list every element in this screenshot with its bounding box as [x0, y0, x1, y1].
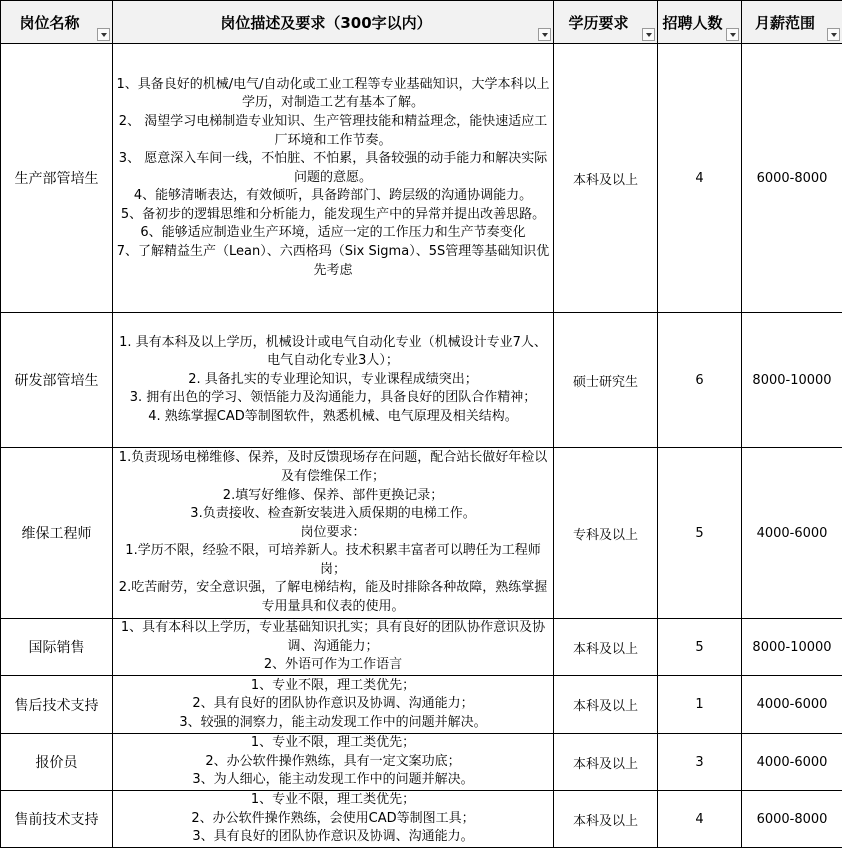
- desc-line: 2、 渴望学习电梯制造专业知识、生产管理技能和精益理念，能快速适应工厂环境和工作节奏。: [113, 113, 553, 150]
- header-name: [1, 1, 113, 44]
- desc-line: 1、专业不限，理工类优先；: [113, 791, 553, 810]
- cell-job-desc[interactable]: [113, 619, 554, 676]
- cell-job-name[interactable]: 国际销售: [1, 619, 113, 676]
- desc-line: 2、办公软件操作熟练，具有一定文案功底；: [113, 753, 553, 772]
- cell-headcount[interactable]: 1: [658, 676, 742, 734]
- cell-salary[interactable]: 4000-6000: [742, 734, 842, 791]
- desc-line: 1. 具有本科及以上学历，机械设计或电气自动化专业（机械设计专业7人、电气自动化专业3人）；: [113, 334, 553, 371]
- desc-line: 岗位要求：: [113, 524, 553, 543]
- header-edu: [554, 1, 658, 44]
- table-row: [1, 313, 842, 448]
- cell-salary[interactable]: 6000-8000: [742, 44, 842, 313]
- cell-headcount[interactable]: 5: [658, 448, 742, 619]
- desc-line: 1、具备良好的机械/电气/自动化或工业工程等专业基础知识，大学本科以上学历，对制造工艺有基本了解。: [113, 76, 553, 113]
- table-row: [1, 44, 842, 313]
- desc-line: 2、具有良好的团队协作意识及协调、沟通能力；: [113, 695, 553, 714]
- desc-line: 3、为人细心，能主动发现工作中的问题并解决。: [113, 771, 553, 790]
- desc-line: 6、能够适应制造业生产环境，适应一定的工作压力和生产节奏变化: [113, 224, 553, 243]
- desc-line: 2、外语可作为工作语言: [113, 656, 553, 675]
- cell-salary[interactable]: 8000-10000: [742, 619, 842, 676]
- table-row: [1, 791, 842, 848]
- header-name-label: 岗位名称: [19, 12, 79, 33]
- cell-job-desc[interactable]: [113, 676, 554, 734]
- cell-headcount[interactable]: 6: [658, 313, 742, 448]
- cell-salary[interactable]: 4000-6000: [742, 448, 842, 619]
- cell-job-desc[interactable]: [113, 734, 554, 791]
- cell-headcount[interactable]: 4: [658, 791, 742, 848]
- cell-job-name[interactable]: 生产部管培生: [1, 44, 113, 313]
- desc-line: 4. 熟练掌握CAD等制图软件，熟悉机械、电气原理及相关结构。: [113, 408, 553, 427]
- cell-job-desc[interactable]: [113, 448, 554, 619]
- cell-headcount[interactable]: 3: [658, 734, 742, 791]
- cell-job-desc[interactable]: [113, 313, 554, 448]
- filter-dropdown-icon[interactable]: [827, 28, 840, 41]
- cell-education[interactable]: 本科及以上: [554, 619, 658, 676]
- desc-line: 3、具有良好的团队协作意识及协调、沟通能力。: [113, 828, 553, 847]
- filter-dropdown-icon[interactable]: [642, 28, 655, 41]
- cell-salary[interactable]: 6000-8000: [742, 791, 842, 848]
- cell-salary[interactable]: 8000-10000: [742, 313, 842, 448]
- desc-line: 4、能够清晰表达，有效倾听，具备跨部门、跨层级的沟通协调能力。: [113, 187, 553, 206]
- desc-line: 2、办公软件操作熟练，会使用CAD等制图工具；: [113, 810, 553, 829]
- desc-line: 1、专业不限，理工类优先；: [113, 677, 553, 696]
- header-row: [1, 1, 842, 44]
- desc-line: 1.负责现场电梯维修、保养，及时反馈现场存在问题，配合站长做好年检以及有偿维保工作；: [113, 449, 553, 486]
- desc-line: 2. 具备扎实的专业理论知识，专业课程成绩突出；: [113, 371, 553, 390]
- cell-education[interactable]: 本科及以上: [554, 44, 658, 313]
- cell-salary[interactable]: 4000-6000: [742, 676, 842, 734]
- header-count: [658, 1, 742, 44]
- table-row: [1, 619, 842, 676]
- header-desc: [113, 1, 554, 44]
- filter-dropdown-icon[interactable]: [97, 28, 110, 41]
- header-salary: [742, 1, 842, 44]
- cell-education[interactable]: 硕士研究生: [554, 313, 658, 448]
- desc-line: 7、了解精益生产（Lean）、六西格玛（Six Sigma）、5S管理等基础知识优先考虑: [113, 243, 553, 280]
- cell-job-name[interactable]: 售后技术支持: [1, 676, 113, 734]
- cell-job-name[interactable]: 报价员: [1, 734, 113, 791]
- cell-job-name[interactable]: 售前技术支持: [1, 791, 113, 848]
- header-edu-label: 学历要求: [568, 12, 628, 33]
- table-row: [1, 676, 842, 734]
- desc-line: 3、 愿意深入车间一线，不怕脏、不怕累，具备较强的动手能力和解决实际问题的意愿。: [113, 150, 553, 187]
- desc-line: 5、备初步的逻辑思维和分析能力，能发现生产中的异常并提出改善思路。: [113, 206, 553, 225]
- desc-line: 3.负责接收、检查新安装进入质保期的电梯工作。: [113, 505, 553, 524]
- desc-line: 1、具有本科以上学历，专业基础知识扎实；具有良好的团队协作意识及协调、沟通能力；: [113, 619, 553, 656]
- cell-job-desc[interactable]: [113, 791, 554, 848]
- cell-headcount[interactable]: 4: [658, 44, 742, 313]
- cell-job-desc[interactable]: [113, 44, 554, 313]
- cell-job-name[interactable]: 研发部管培生: [1, 313, 113, 448]
- cell-education[interactable]: 本科及以上: [554, 676, 658, 734]
- filter-dropdown-icon[interactable]: [538, 28, 551, 41]
- table-row: [1, 448, 842, 619]
- table-row: [1, 734, 842, 791]
- header-count-label: 招聘人数: [662, 12, 722, 33]
- desc-line: 3. 拥有出色的学习、领悟能力及沟通能力，具备良好的团队合作精神；: [113, 389, 553, 408]
- desc-line: 1、专业不限，理工类优先；: [113, 734, 553, 753]
- header-salary-label: 月薪范围: [755, 12, 815, 33]
- desc-line: 2.填写好维修、保养、部件更换记录；: [113, 487, 553, 506]
- cell-education[interactable]: 本科及以上: [554, 791, 658, 848]
- cell-job-name[interactable]: 维保工程师: [1, 448, 113, 619]
- cell-headcount[interactable]: 5: [658, 619, 742, 676]
- filter-dropdown-icon[interactable]: [726, 28, 739, 41]
- header-desc-label: 岗位描述及要求（300字以内）: [220, 12, 431, 33]
- desc-line: 2.吃苦耐劳，安全意识强，了解电梯结构，能及时排除各种故障，熟练掌握专用量具和仪表的使用。: [113, 579, 553, 616]
- desc-line: 3、较强的洞察力，能主动发现工作中的问题并解决。: [113, 714, 553, 733]
- cell-education[interactable]: 本科及以上: [554, 734, 658, 791]
- cell-education[interactable]: 专科及以上: [554, 448, 658, 619]
- desc-line: 1.学历不限，经验不限，可培养新人。技术积累丰富者可以聘任为工程师岗；: [113, 542, 553, 579]
